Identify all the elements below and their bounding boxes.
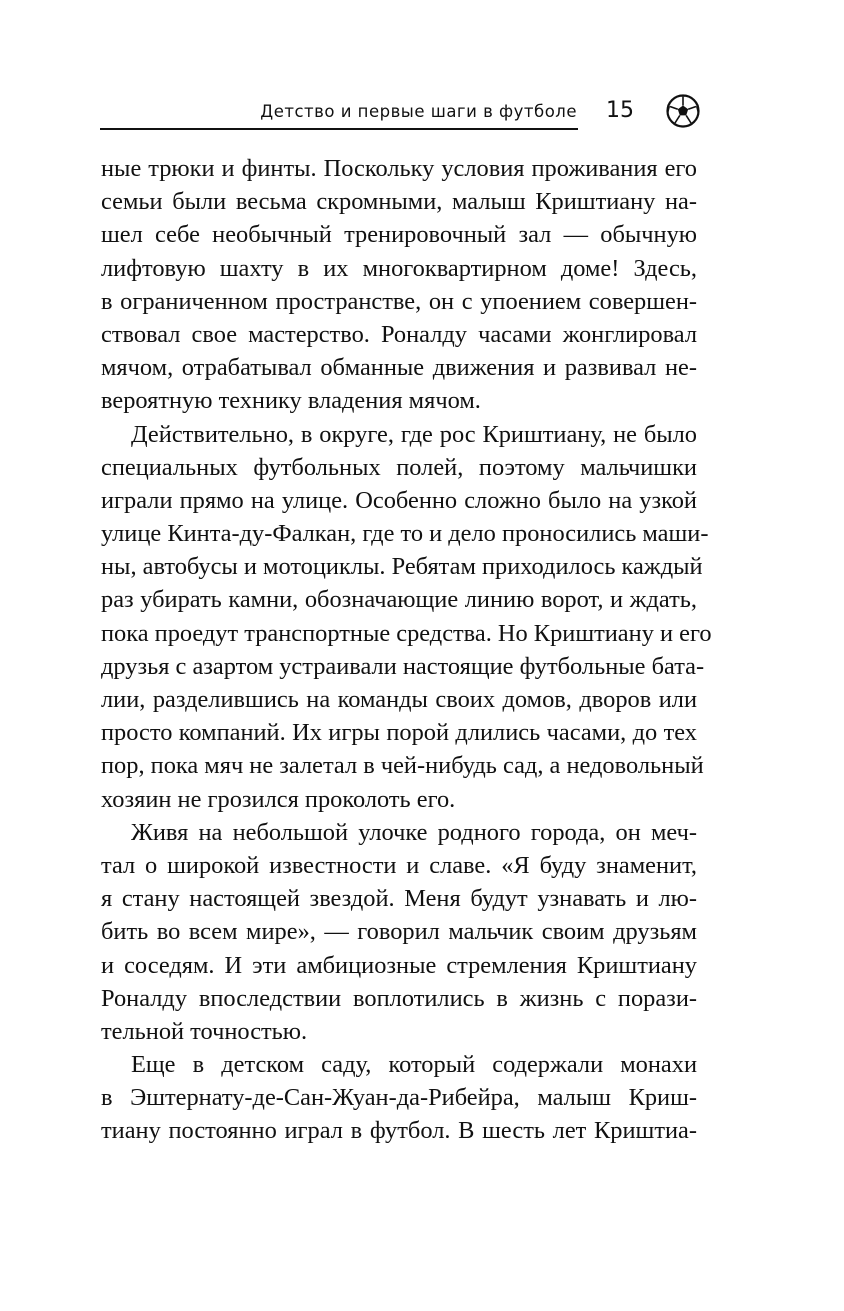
text-line: тельной точностью. xyxy=(101,1017,308,1045)
text-line: лифтовую шахту в их многоквартирном доме! Здесь, xyxy=(101,254,697,282)
text-line: пор, пока мяч не залетал в чей-нибудь сад, а недовольный xyxy=(101,752,704,780)
text-line: друзья с азартом устраивали настоящие футбольные бата- xyxy=(101,652,705,680)
header-rule xyxy=(100,128,578,130)
page-number: 15 xyxy=(606,98,634,123)
text-line: тиану постоянно играл в футбол. В шесть лет Криштиа- xyxy=(101,1117,697,1145)
text-line: в Эштернату-де-Сан-Жуан-да-Рибейра, малыш Криш- xyxy=(101,1084,697,1112)
text-line: семьи были весьма скромными, малыш Криштиану на- xyxy=(101,188,697,216)
text-line: вероятную технику владения мячом. xyxy=(101,387,481,415)
text-line: мячом, отрабатывал обманные движения и развивал не- xyxy=(101,354,697,382)
soccer-ball-icon xyxy=(666,94,700,128)
text-line: шел себе необычный тренировочный зал — обычную xyxy=(101,221,697,249)
text-line: играли прямо на улице. Особенно сложно было на узкой xyxy=(101,486,697,514)
text-line: улице Кинта-ду-Фалкан, где то и дело проносились маши- xyxy=(101,520,709,548)
text-line: бить во всем мире», — говорил мальчик своим друзьям xyxy=(101,918,697,946)
text-line: лии, разделившись на команды своих домов, дворов или xyxy=(101,686,697,713)
running-title: Детство и первые шаги в футболе xyxy=(260,102,577,121)
text-line: ны, автобусы и мотоциклы. Ребятам приходилось каждый xyxy=(101,553,703,581)
text-line: в ограниченном пространстве, он с упоением совершен- xyxy=(101,287,697,315)
text-line: я стану настоящей звездой. Меня будут узнавать и лю- xyxy=(101,885,697,913)
text-line: Живя на небольшой улочке родного города, он меч- xyxy=(131,818,697,846)
text-line: раз убирать камни, обозначающие линию ворот, и ждать, xyxy=(101,586,697,614)
text-line: хозяин не грозился проколоть его. xyxy=(101,785,456,813)
text-line: тал о широкой известности и славе. «Я буду знаменит, xyxy=(101,851,697,879)
text-line: специальных футбольных полей, поэтому мальчишки xyxy=(101,453,697,481)
text-line: просто компаний. Их игры порой длились часами, до тех xyxy=(101,719,697,747)
text-line: пока проедут транспортные средства. Но Криштиану и его xyxy=(101,619,712,647)
body-text xyxy=(101,152,712,1148)
text-line: и соседям. И эти амбициозные стремления Криштиану xyxy=(101,951,697,979)
text-line: Действительно, в округе, где рос Криштиану, не было xyxy=(131,420,697,448)
text-line: ствовал свое мастерство. Роналду часами жонглировал xyxy=(101,320,697,348)
text-line: Роналду впоследствии воплотились в жизнь с порази- xyxy=(101,984,697,1012)
text-line: ные трюки и финты. Поскольку условия проживания его xyxy=(101,155,697,182)
running-header xyxy=(100,92,702,132)
text-line: Еще в детском саду, который содержали монахи xyxy=(131,1051,697,1079)
